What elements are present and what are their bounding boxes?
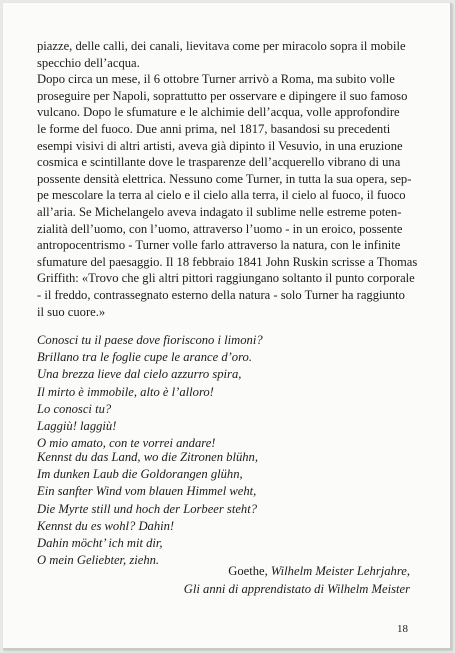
poem-attribution [184,563,410,598]
text-line: possente densità elettrica. Nessuno come Turner, in tutta la sua opera, sep- [37,171,412,186]
text-line: il suo cuore.» [37,304,106,319]
text-line: specchio dell’acqua. [37,55,140,70]
book-page [3,3,452,650]
poem-line: Dahin möcht’ ich mit dir, [37,536,163,551]
poem-line: Kennst du es wohl? Dahin! [37,518,175,533]
text-line: esempi visivi di altri artisti, aveva già dipinto il Vesuvio, in una eruzione [37,138,403,153]
poem-line: O mein Geliebter, ziehn. [37,553,160,568]
poem-line: Ein sanfter Wind vom blauen Himmel weht, [37,484,257,499]
poem-line: Conosci tu il paese dove fioriscono i limoni? [37,333,263,347]
poem-italian [37,332,417,452]
paragraph [37,38,422,320]
attribution-line [184,563,410,581]
text-line: sfumature del paesaggio. Il 18 febbraio 1841 John Ruskin scrisse a Thomas [37,254,418,269]
text-line: antropocentrismo - Turner volle farlo attraverso la natura, con le infinite [37,238,401,253]
text-line: Dopo circa un mese, il 6 ottobre Turner arrivò a Roma, ma subito volle [37,72,395,87]
attribution-author: Goethe, [228,564,271,578]
poem-german [37,449,417,569]
text-line: cosmica e scintillante dove le trasparenze dell’acquerello vibrano di una [37,155,401,170]
poem-line: Die Myrte still und hoch der Lorbeer steht? [37,501,258,516]
poem-line: Im dunken Laub die Goldorangen glühn, [37,467,243,482]
attribution-line [184,581,410,599]
attribution-translation: Gli anni di apprendistato di Wilhelm Meister [183,581,410,596]
poem-line: Kennst du das Land, wo die Zitronen blühn, [37,450,258,464]
attribution-work: Wilhelm Meister Lehrjahre, [270,564,410,578]
poem-line: O mio amato, con te vorrei andare! [37,436,216,451]
text-line: all’aria. Se Michelangelo aveva indagato il sublime nelle estreme poten- [37,204,402,219]
text-line: - il freddo, contrassegnato esterno della natura - solo Turner ha raggiunto [37,287,405,302]
text-line: zialità dell’uomo, con l’uomo, attraverso l’uomo - in un eroico, possente [37,221,403,236]
text-line: proseguire per Napoli, soprattutto per osservare e dipingere il suo famoso [37,88,408,103]
poem-line: Brillano tra le foglie cupe le arance d’oro. [37,350,252,365]
poem-line: Il mirto è immobile, alto è l’alloro! [37,384,214,399]
text-line: Griffith: «Trovo che gli altri pittori raggiungano soltanto il punto corporale [37,271,415,286]
text-line: le forme del fuoco. Due anni prima, nel 1817, basandosi su precedenti [37,121,391,136]
text-line: piazze, delle calli, dei canali, lievitava come per miracolo sopra il mobile [37,39,406,53]
text-line: pe mescolare la terra al cielo e il cielo alla terra, il cielo al fuoco, il fuoco [37,188,406,203]
page-number: 18 [397,623,408,635]
poem-line: Lo conosci tu? [37,401,112,416]
poem-line: Una brezza lieve dal cielo azzurro spira, [37,367,242,382]
body-text [37,38,422,320]
text-line: vulcano. Dopo le sfumature e le alchimie dell’acqua, volle approfondire [37,105,400,120]
poem-line: Laggiù! laggiù! [37,419,117,434]
